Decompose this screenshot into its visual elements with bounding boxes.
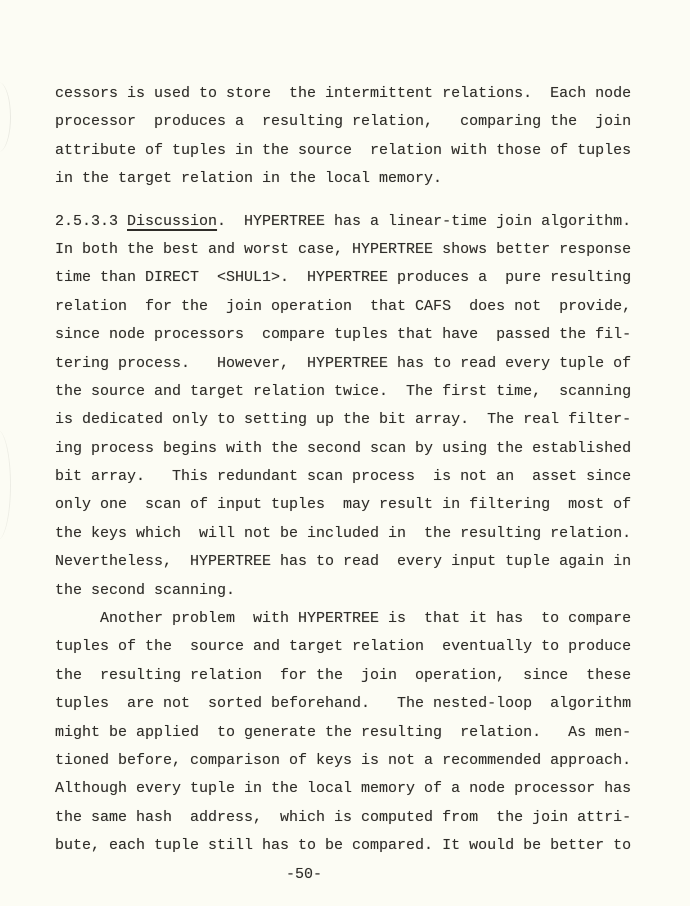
text-line: the source and target relation twice. The first time, scanning bbox=[55, 382, 632, 400]
text-column bbox=[55, 80, 645, 889]
text-line: might be applied to generate the resulting relation. As men- bbox=[55, 723, 632, 741]
text-line: tering process. However, HYPERTREE has to read every tuple of bbox=[55, 354, 632, 372]
text-line: relation for the join operation that CAFS does not provide, bbox=[55, 297, 632, 315]
paragraph-discussion bbox=[55, 208, 645, 605]
section-heading-rest: . HYPERTREE has a linear-time join algorithm. bbox=[217, 212, 632, 230]
text-line: Another problem with HYPERTREE is that it has to compare bbox=[55, 610, 632, 628]
text-line: only one scan of input tuples may result in filtering most of bbox=[55, 496, 632, 514]
text-line: the same hash address, which is computed from the join attri- bbox=[55, 808, 632, 826]
scan-artifact bbox=[0, 430, 11, 540]
text-line: tuples of the source and target relation eventually to produce bbox=[55, 638, 632, 656]
text-line: since node processors compare tuples that have passed the fil- bbox=[55, 326, 632, 344]
text-line: tioned before, comparison of keys is not a recommended approach. bbox=[55, 751, 632, 769]
text-line: cessors is used to store the intermittent relations. Each node bbox=[55, 85, 632, 102]
scan-artifact bbox=[0, 82, 11, 152]
text-line: bute, each tuple still has to be compared. It would be better to bbox=[55, 837, 632, 855]
text-line: Nevertheless, HYPERTREE has to read every input tuple again in bbox=[55, 553, 632, 571]
text-line: attribute of tuples in the source relation with those of tuples bbox=[55, 141, 632, 159]
text-line: In both the best and worst case, HYPERTREE shows better response bbox=[55, 240, 632, 258]
text-line: the keys which will not be included in the resulting relation. bbox=[55, 524, 632, 542]
text-line: in the target relation in the local memory. bbox=[55, 170, 443, 188]
section-number: 2.5.3.3 bbox=[55, 212, 128, 230]
text-line: time than DIRECT <SHUL1>. HYPERTREE produces a pure resulting bbox=[55, 269, 632, 287]
text-line: the second scanning. bbox=[55, 581, 236, 599]
text-line: ing process begins with the second scan by using the established bbox=[55, 439, 632, 457]
section-heading-line bbox=[55, 208, 645, 236]
text-line: tuples are not sorted beforehand. The nested-loop algorithm bbox=[55, 695, 632, 713]
text-line: Although every tuple in the local memory of a node processor has bbox=[55, 780, 632, 798]
paragraph-continuation bbox=[55, 80, 645, 194]
page-number: -50- bbox=[286, 865, 323, 883]
text-line: bit array. This redundant scan process is not an asset since bbox=[55, 468, 632, 486]
text-line: processor produces a resulting relation, comparing the join bbox=[55, 113, 632, 131]
text-line: the resulting relation for the join operation, since these bbox=[55, 666, 632, 684]
paragraph-another-problem bbox=[55, 605, 645, 861]
text-line: is dedicated only to setting up the bit array. The real filter- bbox=[55, 411, 632, 429]
section-heading-underlined: Discussion bbox=[127, 212, 218, 230]
